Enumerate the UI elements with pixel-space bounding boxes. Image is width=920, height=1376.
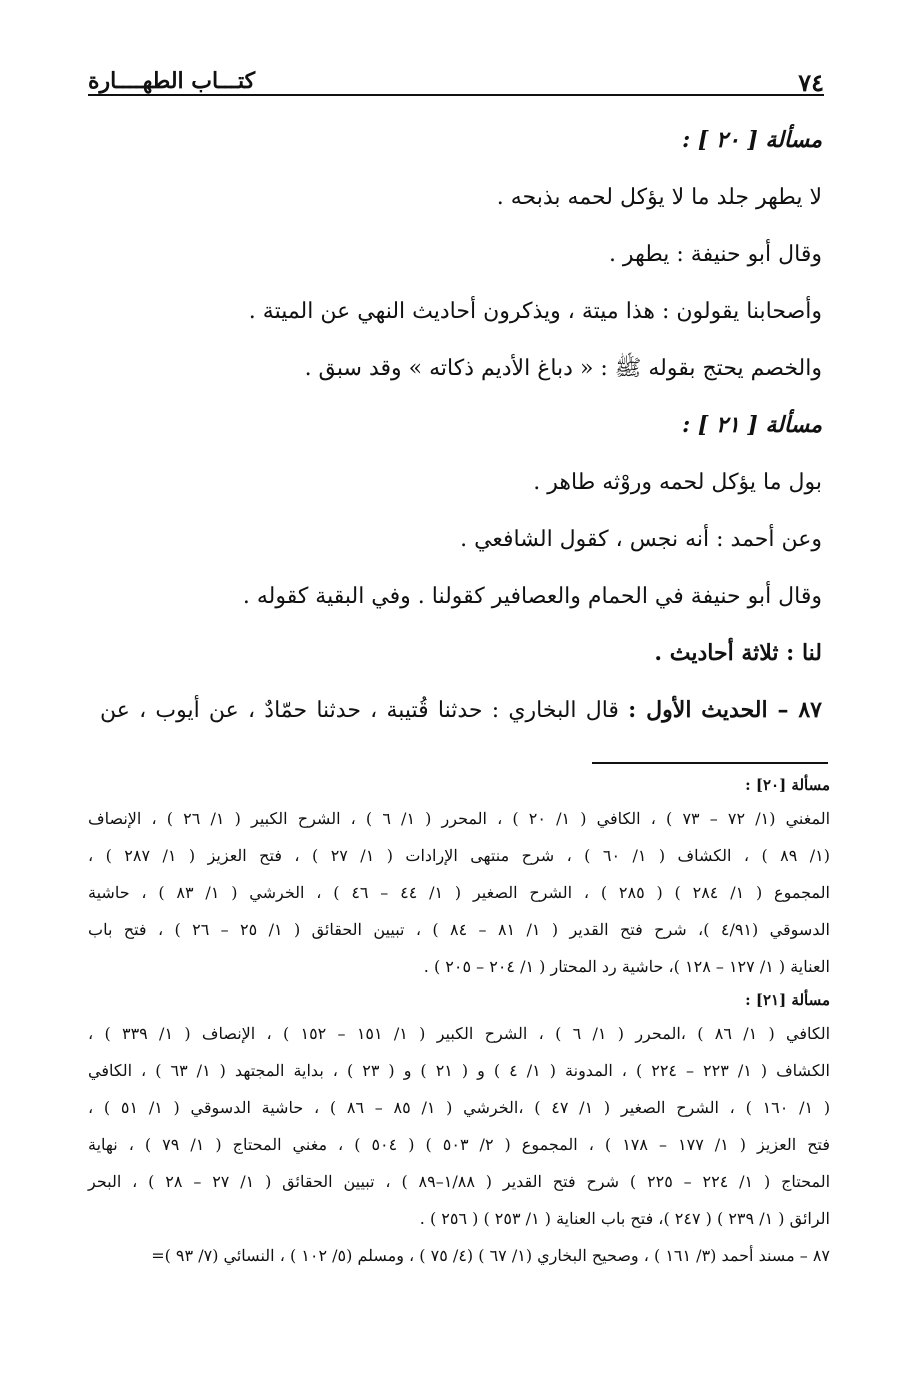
footnote-line: المجموع ( ١/ ٢٨٤ ) ( ٢٨٥ ) ، الشرح الصغير ( ١/ ٤٤ – ٤٦ ) ، الخرشي ( ١/ ٨٣ ) ، حاشية <box>88 883 831 902</box>
hadith-87-text: قال البخاري : حدثنا قُتيبة ، حدثنا حمّادٌ ، عن أيوب ، عن <box>100 698 619 723</box>
hadith-87-line <box>100 682 822 739</box>
footnote-line: الكافي ( ١/ ٨٦ ) ،المحرر ( ١/ ٦ ) ، الشرح الكبير ( ١/ ١٥١ – ١٥٢ ) ، الإنصاف ( ١/ ٣٣٩ ) ، <box>88 1024 831 1043</box>
text-line: والخصم يحتج بقوله ﷺ : « دباغ الأديم ذكاته » وقد سبق . <box>304 356 822 381</box>
text-line: لا يطهر جلد ما لا يؤكل لحمه بذبحه . <box>496 185 822 210</box>
book-title: كتـــاب الطهــــارة <box>88 68 256 94</box>
issue-20-heading: مسألة [ ٢٠ ] : <box>682 127 822 153</box>
hadith-87-lead: ٨٧ – الحديث الأول : <box>628 697 822 723</box>
footnote-heading-20: مسألة [٢٠] : <box>745 776 830 794</box>
text-line: وقال أبو حنيفة في الحمام والعصافير كقولنا . وفي البقية كقوله . <box>242 584 822 609</box>
text-line: لنا : ثلاثة أحاديث . <box>654 640 822 666</box>
text-line: بول ما يؤكل لحمه وروْثه طاهر . <box>533 470 822 495</box>
header-rule <box>88 94 824 96</box>
footnotes <box>88 770 830 1274</box>
page-number: ٧٤ <box>798 68 824 97</box>
footnote-line: المغني (١/ ٧٢ – ٧٣ ) ، الكافي ( ١/ ٢٠ ) ، المحرر ( ١/ ٦ ) ، الشرح الكبير ( ١/ ٢٦ ) ، الإنصاف <box>88 809 831 828</box>
page-header <box>88 68 824 104</box>
footnote-line: فتح العزيز ( ١/ ١٧٧ – ١٧٨ ) ، المجموع ( ٢/ ٥٠٣ ) ( ٥٠٤ ) ، مغني المحتاج ( ١/ ٧٩ ) ، نهاية <box>88 1135 831 1154</box>
main-text <box>100 112 822 739</box>
footnote-line: الكشاف ( ١/ ٢٢٣ – ٢٢٤ ) ، المدونة ( ١/ ٤ ) و ( ٢١ ) و ( ٢٣ ) ، بداية المجتهد ( ١/ ٦٣ ) ، الكافي <box>88 1061 830 1080</box>
footnote-heading-21: مسألة [٢١] : <box>745 991 830 1009</box>
text-line: وأصحابنا يقولون : هذا ميتة ، ويذكرون أحاديث النهي عن الميتة . <box>248 299 822 324</box>
text-line: وعن أحمد : أنه نجس ، كقول الشافعي . <box>460 527 822 552</box>
footnote-line: الدسوقي (٤/٩١ )، شرح فتح القدير ( ١/ ٨١ – ٨٤ ) ، تبيين الحقائق ( ١/ ٢٥ – ٢٦ ) ، فتح باب <box>88 920 831 939</box>
footnote-line: العناية ( ١/ ١٢٧ – ١٢٨ )، حاشية رد المحتار ( ١/ ٢٠٤ – ٢٠٥ ) . <box>423 957 830 976</box>
footnote-line: المحتاج ( ١/ ٢٢٤ – ٢٢٥ ) شرح فتح القدير ( ١/٨٨–٨٩ ) ، تبيين الحقائق ( ١/ ٢٧ – ٢٨ ) ، البحر <box>88 1172 831 1191</box>
text-line: وقال أبو حنيفة : يطهر . <box>608 242 822 267</box>
footnote-line: ( ١/ ١٦٠ ) ، الشرح الصغير ( ١/ ٤٧ ) ،الخرشي ( ١/ ٨٥ – ٨٦ ) ، حاشية الدسوقي ( ١/ ٥١ ) ، <box>88 1098 831 1117</box>
footnote-line: (١/ ٨٩ ) ، الكشاف ( ١/ ٦٠ ) ، شرح منتهى الإرادات ( ١/ ٢٧ ) ، فتح العزيز ( ١/ ٢٨٧ ) ، <box>88 846 831 865</box>
issue-21-heading: مسألة [ ٢١ ] : <box>682 412 822 438</box>
footnote-line: الرائق ( ١/ ٢٣٩ ) ( ٢٤٧ )، فتح باب العناية ( ١/ ٢٥٣ ) ( ٢٥٦ ) . <box>419 1209 830 1228</box>
footnote-87: ٨٧ – مسند أحمد (٣/ ١٦١ ) ، وصحيح البخاري (١/ ٦٧ ) (٤/ ٧٥ ) ، ومسلم (٥/ ١٠٢ ) ، النسائي (٧/ ٩٣ )= <box>151 1246 830 1265</box>
footnote-separator <box>592 762 828 764</box>
